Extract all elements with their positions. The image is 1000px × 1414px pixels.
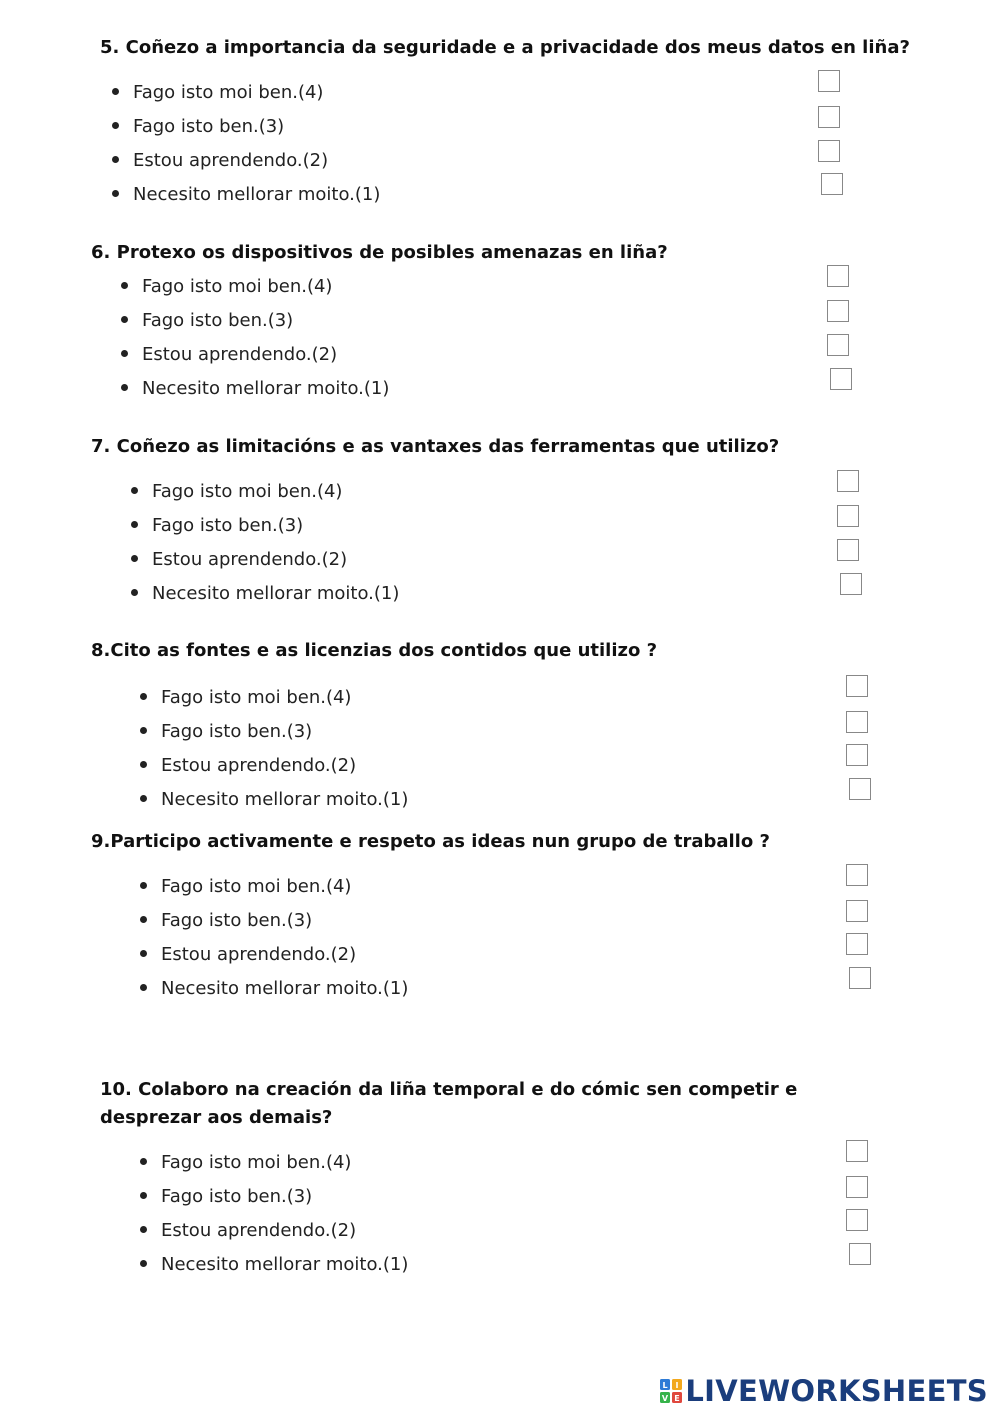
bullet-icon	[140, 693, 147, 700]
question-10-option-2	[140, 1220, 356, 1242]
question-5-option-4	[112, 82, 323, 104]
option-label: Fago isto moi ben.(4)	[152, 481, 343, 502]
bullet-icon	[140, 882, 147, 889]
question-10-checkbox-1[interactable]	[849, 1243, 871, 1265]
question-7-checkbox-4[interactable]	[837, 470, 859, 492]
svg-text:L: L	[662, 1381, 668, 1390]
liveworksheets-logo-icon	[660, 1379, 682, 1403]
question-5-checkbox-3[interactable]	[818, 106, 840, 128]
question-8-option-1	[140, 789, 408, 811]
question-9-option-2	[140, 944, 356, 966]
question-6-checkbox-4[interactable]	[827, 265, 849, 287]
bullet-icon	[140, 1192, 147, 1199]
svg-text:E: E	[674, 1394, 681, 1403]
question-9-checkbox-1[interactable]	[849, 967, 871, 989]
option-label: Fago isto ben.(3)	[133, 116, 285, 137]
question-6-option-4	[121, 276, 332, 298]
svg-text:V: V	[662, 1394, 669, 1403]
question-8-option-4	[140, 687, 351, 709]
question-5-checkbox-2[interactable]	[818, 140, 840, 162]
option-label: Necesito mellorar moito.(1)	[152, 583, 400, 604]
bullet-icon	[140, 1260, 147, 1267]
bullet-icon	[140, 950, 147, 957]
bullet-icon	[131, 589, 138, 596]
bullet-icon	[140, 761, 147, 768]
question-7-checkbox-3[interactable]	[837, 505, 859, 527]
option-label: Fago isto ben.(3)	[152, 515, 304, 536]
question-8-checkbox-1[interactable]	[849, 778, 871, 800]
question-5-option-3	[112, 116, 284, 138]
bullet-icon	[140, 1158, 147, 1165]
question-5-checkbox-4[interactable]	[818, 70, 840, 92]
question-6-title: 6. Protexo os dispositivos de posibles amenazas en liña?	[91, 242, 668, 263]
option-label: Necesito mellorar moito.(1)	[142, 378, 390, 399]
option-label: Necesito mellorar moito.(1)	[133, 184, 381, 205]
question-10-checkbox-3[interactable]	[846, 1176, 868, 1198]
bullet-icon	[140, 1226, 147, 1233]
option-label: Estou aprendendo.(2)	[142, 344, 338, 365]
question-8-title: 8.Cito as fontes e as licenzias dos contidos que utilizo ?	[91, 640, 658, 661]
question-7-option-1	[131, 583, 399, 605]
option-label: Necesito mellorar moito.(1)	[161, 978, 409, 999]
option-label: Estou aprendendo.(2)	[161, 1220, 357, 1241]
question-9-checkbox-2[interactable]	[846, 933, 868, 955]
liveworksheets-logo	[660, 1376, 988, 1406]
question-8-option-3	[140, 721, 312, 743]
question-9-checkbox-3[interactable]	[846, 900, 868, 922]
question-8-checkbox-2[interactable]	[846, 744, 868, 766]
question-7-title: 7. Coñezo as limitacións e as vantaxes das ferramentas que utilizo?	[91, 436, 780, 457]
question-10-option-1	[140, 1254, 408, 1276]
option-label: Fago isto moi ben.(4)	[133, 82, 324, 103]
option-label: Fago isto ben.(3)	[161, 721, 313, 742]
option-label: Fago isto moi ben.(4)	[161, 687, 352, 708]
question-9-title: 9.Participo activamente e respeto as ideas nun grupo de traballo ?	[91, 831, 770, 852]
bullet-icon	[121, 282, 128, 289]
option-label: Fago isto moi ben.(4)	[161, 876, 352, 897]
question-10-option-4	[140, 1152, 351, 1174]
option-label: Fago isto ben.(3)	[161, 910, 313, 931]
bullet-icon	[140, 916, 147, 923]
bullet-icon	[131, 487, 138, 494]
question-6-option-2	[121, 344, 337, 366]
question-6-checkbox-2[interactable]	[827, 334, 849, 356]
option-label: Fago isto ben.(3)	[161, 1186, 313, 1207]
bullet-icon	[131, 555, 138, 562]
question-9-checkbox-4[interactable]	[846, 864, 868, 886]
bullet-icon	[140, 727, 147, 734]
question-10-checkbox-2[interactable]	[846, 1209, 868, 1231]
bullet-icon	[112, 122, 119, 129]
question-7-option-3	[131, 515, 303, 537]
question-6-checkbox-1[interactable]	[830, 368, 852, 390]
option-label: Fago isto moi ben.(4)	[161, 1152, 352, 1173]
question-7-checkbox-2[interactable]	[837, 539, 859, 561]
question-5-option-2	[112, 150, 328, 172]
option-label: Estou aprendendo.(2)	[161, 944, 357, 965]
question-6-option-3	[121, 310, 293, 332]
option-label: Necesito mellorar moito.(1)	[161, 789, 409, 810]
bullet-icon	[140, 984, 147, 991]
option-label: Fago isto ben.(3)	[142, 310, 294, 331]
liveworksheets-logo-text: LIVEWORKSHEETS	[685, 1374, 988, 1408]
question-10-checkbox-4[interactable]	[846, 1140, 868, 1162]
question-6-option-1	[121, 378, 389, 400]
question-5-option-1	[112, 184, 380, 206]
bullet-icon	[121, 384, 128, 391]
bullet-icon	[112, 156, 119, 163]
option-label: Estou aprendendo.(2)	[133, 150, 329, 171]
option-label: Fago isto moi ben.(4)	[142, 276, 333, 297]
bullet-icon	[121, 316, 128, 323]
question-7-option-4	[131, 481, 342, 503]
option-label: Necesito mellorar moito.(1)	[161, 1254, 409, 1275]
question-10-title: 10. Colaboro na creación da liña temporal e do cómic sen competir e desprezar aos demais?	[100, 1079, 798, 1128]
question-7-option-2	[131, 549, 347, 571]
bullet-icon	[140, 795, 147, 802]
question-9-option-4	[140, 876, 351, 898]
bullet-icon	[112, 190, 119, 197]
option-label: Estou aprendendo.(2)	[152, 549, 348, 570]
svg-text:I: I	[675, 1381, 679, 1390]
question-8-checkbox-4[interactable]	[846, 675, 868, 697]
question-9-option-1	[140, 978, 408, 1000]
question-7-checkbox-1[interactable]	[840, 573, 862, 595]
question-9-option-3	[140, 910, 312, 932]
bullet-icon	[121, 350, 128, 357]
question-5-checkbox-1[interactable]	[821, 173, 843, 195]
question-10-option-3	[140, 1186, 312, 1208]
question-8-checkbox-3[interactable]	[846, 711, 868, 733]
option-label: Estou aprendendo.(2)	[161, 755, 357, 776]
question-8-option-2	[140, 755, 356, 777]
bullet-icon	[131, 521, 138, 528]
question-6-checkbox-3[interactable]	[827, 300, 849, 322]
question-5-title: 5. Coñezo a importancia da seguridade e a privacidade dos meus datos en liña?	[100, 37, 910, 58]
bullet-icon	[112, 88, 119, 95]
